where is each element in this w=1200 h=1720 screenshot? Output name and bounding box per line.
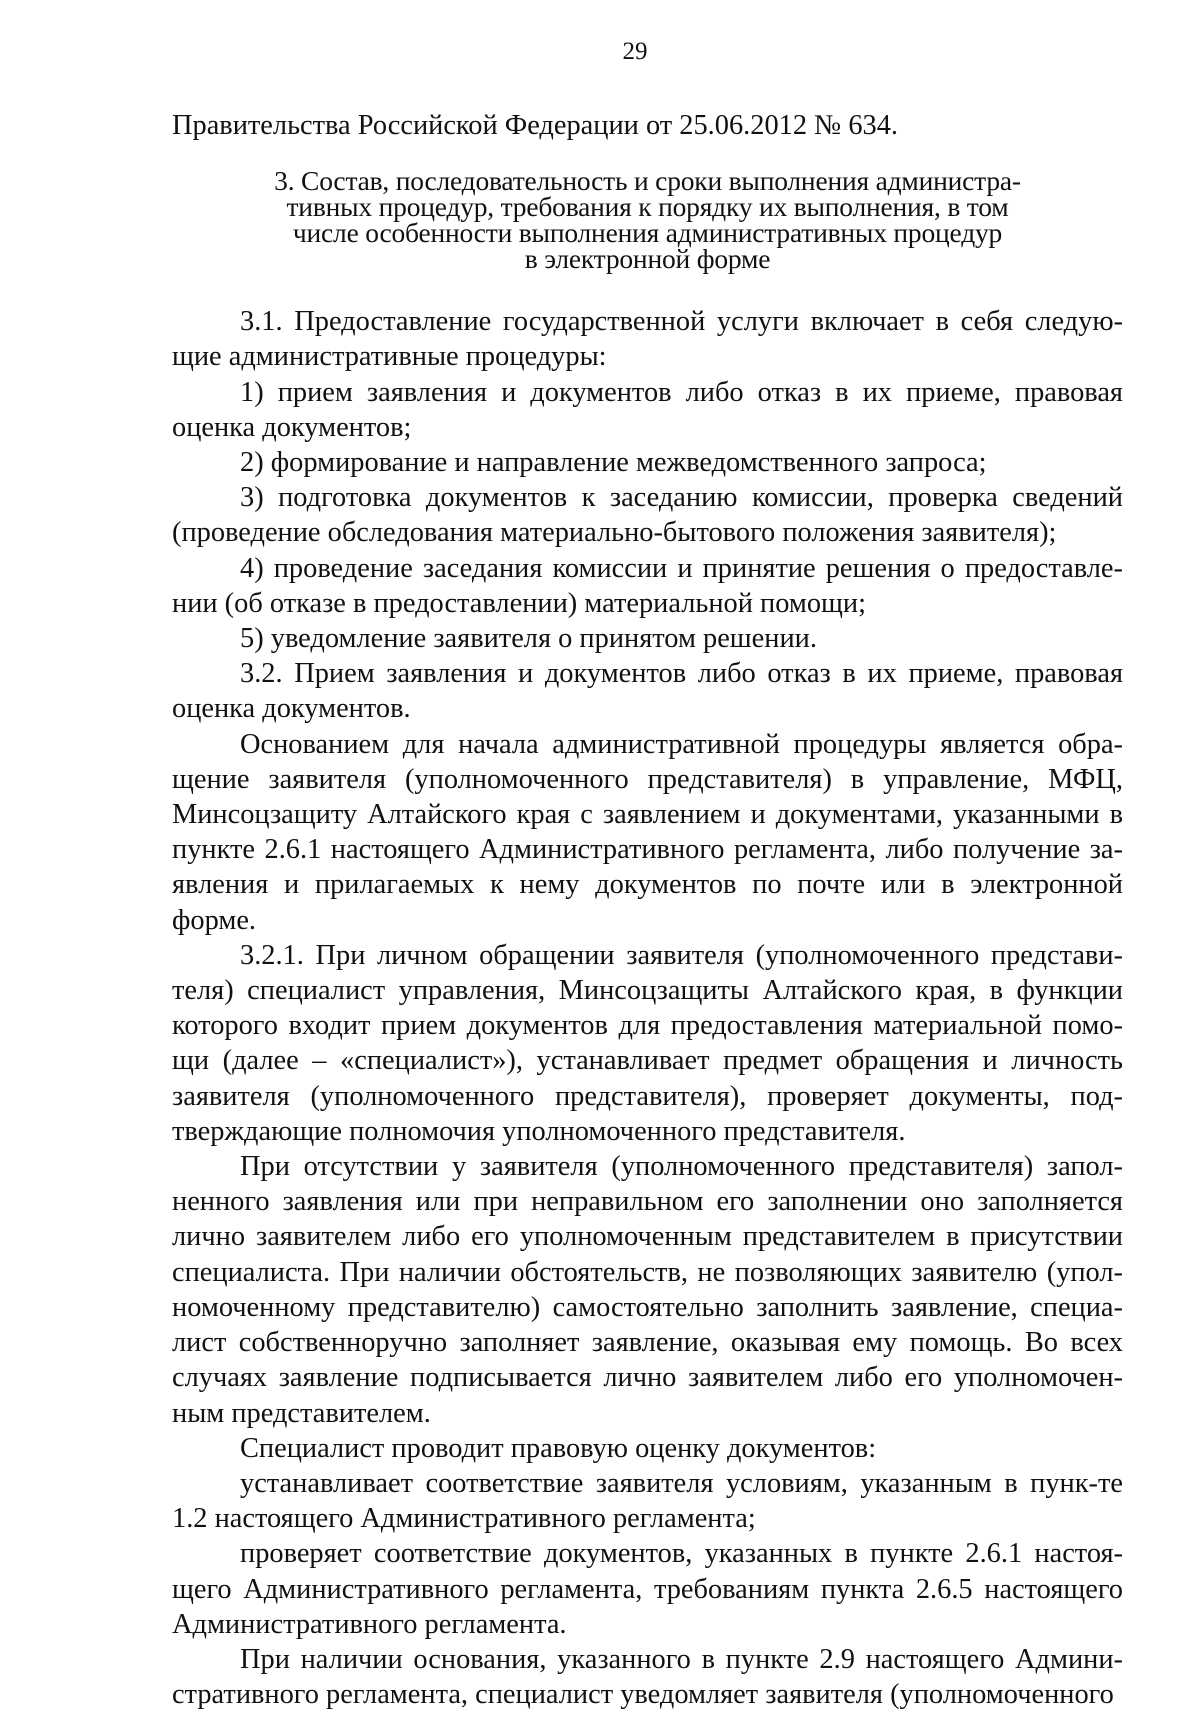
section-heading-line: 3. Состав, последовательность и сроки выполнения администра- bbox=[274, 165, 1021, 197]
paragraph-eligibility-check: устанавливает соответствие заявителя условиям, указанным в пунк-те 1.2 настоящего Административного регламента; bbox=[172, 1467, 1123, 1535]
paragraph-application-filling: При отсутствии у заявителя (уполномоченного представителя) запол-ненного заявления или при неправильном его заполнении оно заполняется лично заявителем либо его уполномоченным представителем в присутствии специалиста. При наличии обстоятельств, не позволяющих заявителю (упол-номоченному представителю) самостоятельно заполнить заявление, специа-лист собственноручно заполняет заявление, оказывая ему помощь. Во всех случаях заявление подписывается лично заявителем либо его уполномочен-ным представителем. bbox=[172, 1151, 1123, 1429]
section-heading-line: тивных процедур, требования к порядку их выполнения, в том bbox=[286, 191, 1009, 223]
document-body bbox=[172, 108, 1123, 1712]
list-item-5: 5) уведомление заявителя о принятом решении. bbox=[240, 623, 817, 655]
paragraph-documents-check: проверяет соответствие документов, указанных в пункте 2.6.1 настоя-щего Административного регламента, требованиям пункта 2.6.5 настоящего Административного регламента. bbox=[172, 1538, 1123, 1640]
page-number: 29 bbox=[622, 38, 648, 65]
paragraph-3-2: 3.2. Прием заявления и документов либо отказ в их приеме, правовая оценка документов. bbox=[172, 658, 1123, 725]
paragraph-3-2-1: 3.2.1. При личном обращении заявителя (уполномоченного представи-теля) специалист управления, Минсоцзащиты Алтайского края, в функции которого входит прием документов для предоставления материальной помо-щи (далее – «специалист»), устанавливает предмет обращения и личность заявителя (уполномоченного представителя), проверяет документы, под-тверждающие полномочия уполномоченного представителя. bbox=[172, 939, 1123, 1147]
section-heading bbox=[172, 165, 1123, 275]
list-item-1: 1) прием заявления и документов либо отказ в их приеме, правовая оценка документов; bbox=[172, 376, 1123, 443]
paragraph-notification: При наличии основания, указанного в пункте 2.9 настоящего Админи-стративного регламента, специалист уведомляет заявителя (уполномоченного bbox=[172, 1643, 1123, 1711]
paragraph-3-1: 3.1. Предоставление государственной услуги включает в себя следую-щие административные процедуры: bbox=[172, 306, 1123, 373]
section-heading-line: числе особенности выполнения административных процедур bbox=[292, 217, 1003, 249]
list-item-4: 4) проведение заседания комиссии и принятие решения о предоставле-нии (об отказе в предоставлении) материальной помощи; bbox=[172, 552, 1123, 619]
section-heading-line: в электронной форме bbox=[524, 243, 771, 275]
lead-line: Правительства Российской Федерации от 25.06.2012 № 634. bbox=[172, 110, 898, 141]
paragraph-basis: Основанием для начала административной процедуры является обра-щение заявителя (уполномоченного представителя) в управление, МФЦ, Минсоцзащиту Алтайского края с заявлением и документами, указанными в пункте 2.6.1 настоящего Административного регламента, либо получение за-явления и прилагаемых к нему документов по почте или в электронной форме. bbox=[172, 728, 1123, 936]
list-item-3: 3) подготовка документов к заседанию комиссии, проверка сведений (проведение обследования материально-бытового положения заявителя); bbox=[172, 482, 1123, 549]
paragraph-legal-assessment: Специалист проводит правовую оценку документов: bbox=[240, 1432, 877, 1464]
list-item-2: 2) формирование и направление межведомственного запроса; bbox=[240, 447, 987, 479]
